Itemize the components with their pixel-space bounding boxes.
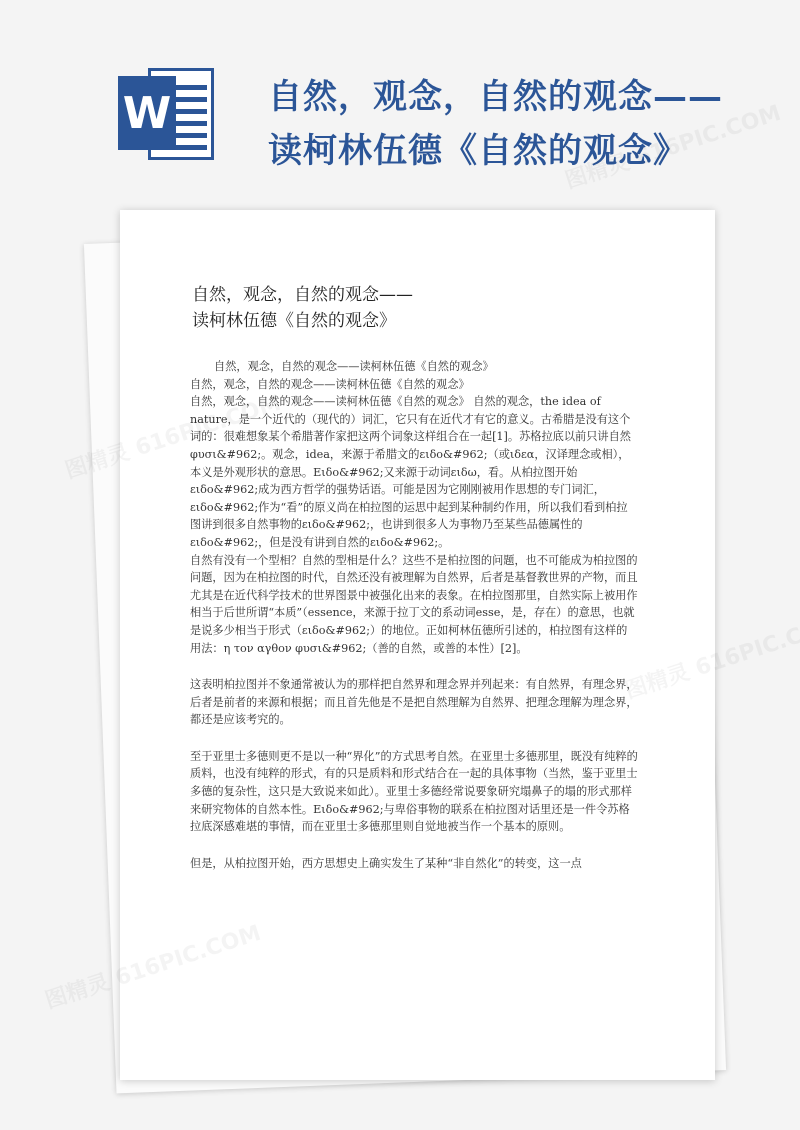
page-header	[0, 0, 800, 200]
page-title-line-1: 自然，观念，自然的观念——	[268, 77, 723, 117]
document-title	[192, 282, 652, 334]
document-title-line-2: 读柯林伍德《自然的观念》	[192, 311, 396, 331]
document-page	[120, 210, 715, 1080]
paragraph: 自然，观念，自然的观念——读柯林伍德《自然的观念》	[214, 360, 494, 373]
word-doc-icon	[118, 62, 216, 166]
document-body	[190, 358, 638, 872]
paragraph: 自然，观念，自然的观念——读柯林伍德《自然的观念》	[190, 377, 470, 391]
paragraph: 自然有没有一个型相？自然的型相是什么？这些不是柏拉图的问题，也不可能成为柏拉图的问题，因为在柏拉图的时代，自然还没有被理解为自然界，后者是基督教世界的产物，而且尤其是在近代科学技术的世界图景中被强化出来的表象。在柏拉图那里，自然实际上被用作相当于后世所谓“本质”（essence，来源于拉丁文的系动词esse，是，存在）的意思，也就是说多少相当于形式（ειδο&#962;）的地位。正如柯林伍德所引述的，柏拉图有这样的用法：η τον αγθον φυσι&#962;（善的自然，或善的本性）[2]。	[190, 553, 638, 655]
page-title	[268, 70, 788, 178]
page-title-line-2: 读柯林伍德《自然的观念》	[268, 131, 688, 171]
paragraph: 自然，观念，自然的观念——读柯林伍德《自然的观念》 自然的观念，the idea of nature，是一个近代的（现代的）词汇，它只有在近代才有它的意义。古希腊是没有这个词的：很难想象某个希腊著作家把这两个词象这样组合在一起[1]。苏格拉底以前只讲自然φυσι&#962;。观念，idea，来源于希腊文的ειδο&#962;（或ιδεα，汉译理念或相），本义是外观形状的意思。Ειδο&#962;又来源于动词ειδω，看。从柏拉图开始ειδο&#962;成为西方哲学的强势话语。可能是因为它刚刚被用作思想的专门词汇，ειδο&#962;作为“看”的原义尚在柏拉图的运思中起到某种制约作用，所以我们看到柏拉图讲到很多自然事物的ειδο&#962;，也讲到很多人为事物乃至某些品德属性的ειδο&#962;，但是没有讲到自然的ειδο&#962;。	[190, 395, 631, 549]
document-title-line-1: 自然，观念，自然的观念——	[192, 285, 413, 305]
paragraph: 但是，从柏拉图开始，西方思想史上确实发生了某种“非自然化”的转变，这一点	[190, 856, 582, 870]
word-badge: W	[118, 76, 176, 150]
paragraph: 至于亚里士多德则更不是以一种“界化”的方式思考自然。在亚里士多德那里，既没有纯粹的质料，也没有纯粹的形式，有的只是质料和形式结合在一起的具体事物（当然，鉴于亚里士多德的复杂性，这只是大致说来如此）。亚里士多德经常说要象研究塌鼻子的塌的形式那样来研究物体的自然本性。Ειδο&#962;与卑俗事物的联系在柏拉图对话里还是一件令苏格拉底深感难堪的事情，而在亚里士多德那里则自觉地被当作一个基本的原则。	[190, 749, 638, 834]
paragraph: 这表明柏拉图并不象通常被认为的那样把自然界和理念界并列起来：有自然界，有理念界，后者是前者的来源和根据；而且首先他是不是把自然理解为自然界、把理念理解为理念界，都还是应该考究的。	[190, 678, 638, 727]
